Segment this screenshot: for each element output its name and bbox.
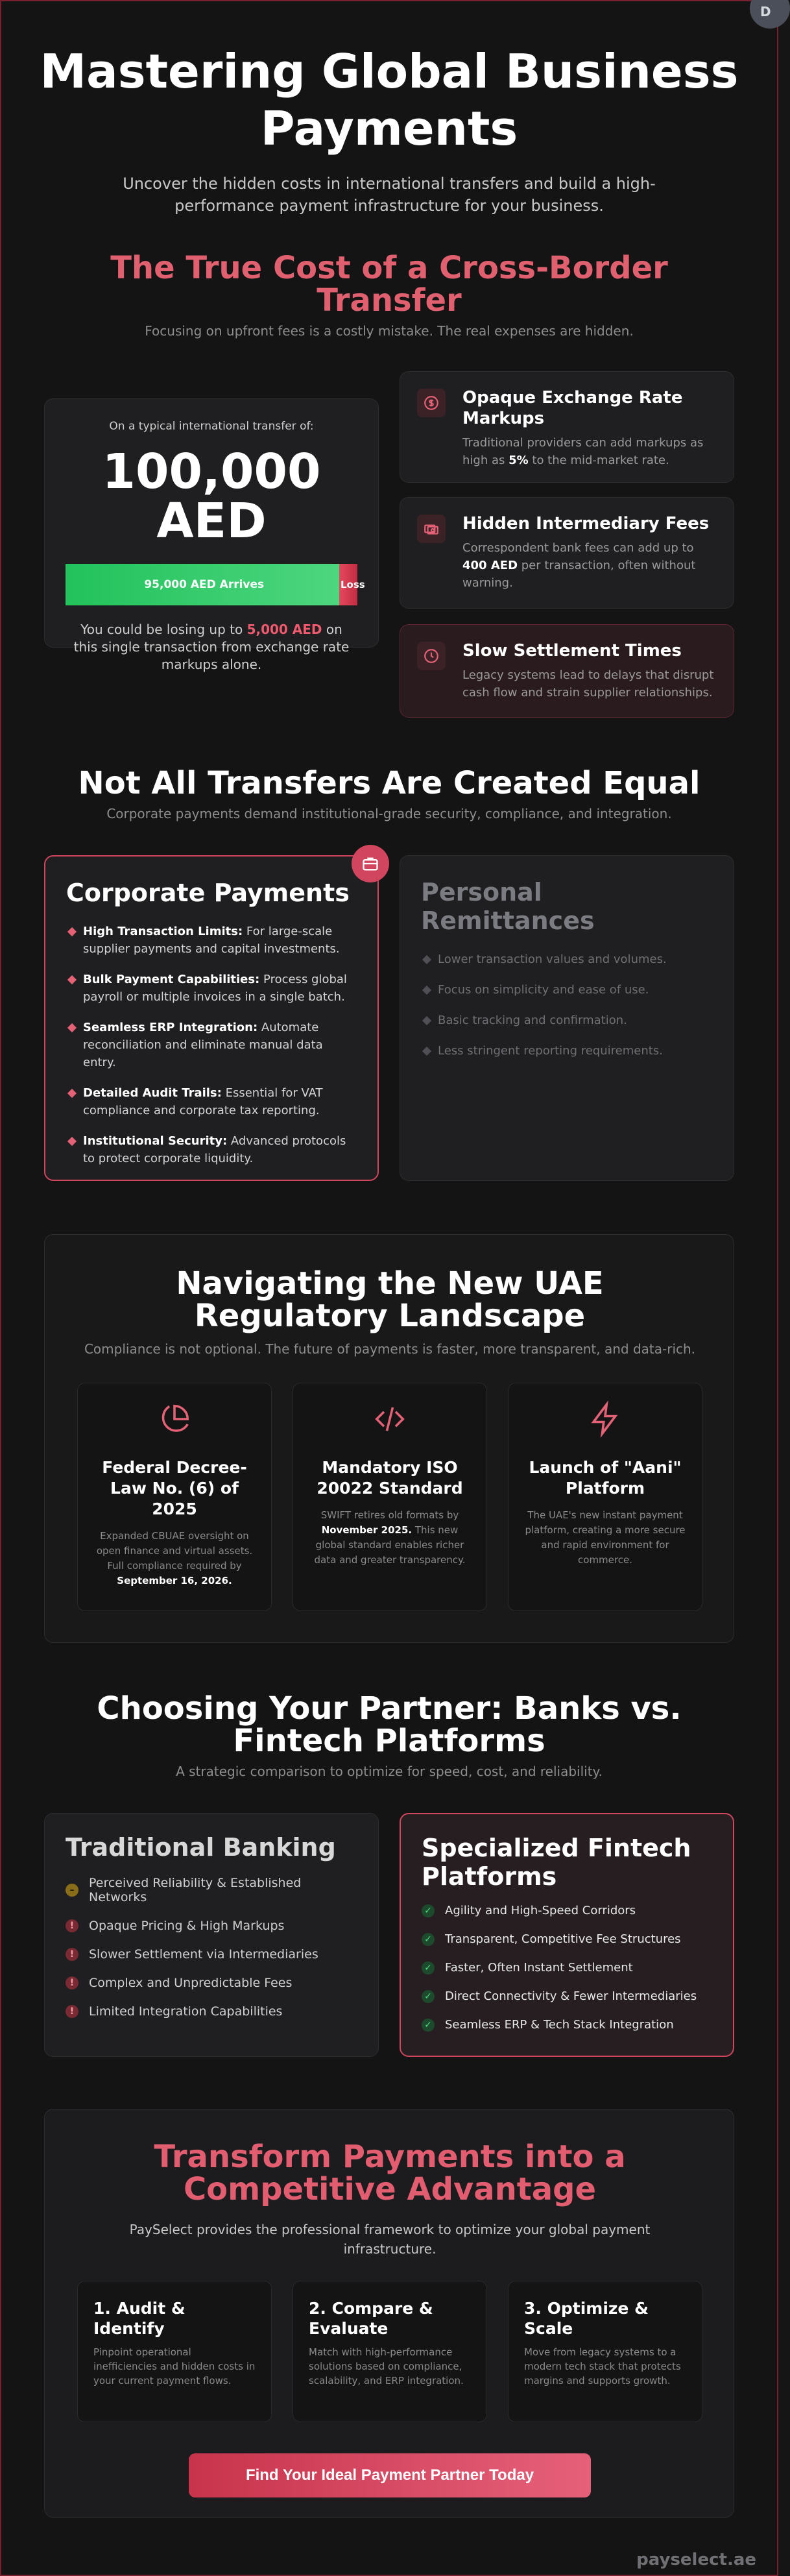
- corporate-payments-card: [44, 855, 379, 1181]
- arrival-bar: [66, 564, 365, 605]
- regulatory-section: [44, 1234, 734, 1643]
- corporate-feature-item: [66, 1132, 357, 1167]
- reg-text-pre: SWIFT retires old formats by: [320, 1509, 459, 1521]
- fintech-list: [422, 1904, 712, 2032]
- loss-amount: 5,000 AED: [246, 622, 322, 637]
- banking-list-item: [66, 1919, 357, 1933]
- fee-title-settlement: Slow Settlement Times: [462, 641, 682, 661]
- list-item-text: Limited Integration Capabilities: [89, 2004, 283, 2019]
- fintech-list-item: [422, 1961, 712, 1975]
- feature-label: Institutional Security:: [83, 1134, 228, 1148]
- regulatory-card-aani: [508, 1383, 702, 1611]
- personal-feature-item: Focus on simplicity and ease of use.: [421, 981, 713, 999]
- loss-bar-segment: Loss: [339, 564, 357, 605]
- step-title: 3. Optimize & Scale: [524, 2299, 649, 2338]
- step-card-compare: [293, 2281, 487, 2422]
- transfer-example-card: [44, 398, 379, 672]
- step-text: Pinpoint operational inefficiencies and hidden costs in your current payment flows.: [93, 2346, 256, 2387]
- regulatory-card-title: Launch of "Aani" Platform: [529, 1458, 682, 1498]
- loss-suffix: on this single transaction from exchange rate markups alone.: [73, 622, 350, 672]
- feature-text: Advanced protocols to protect corporate liquidity.: [83, 1134, 346, 1165]
- pie-chart-icon: [157, 1402, 192, 1437]
- fee-text-settlement: [462, 666, 718, 701]
- list-item-text: Slower Settlement via Intermediaries: [89, 1947, 318, 1962]
- list-item-text: Transparent, Competitive Fee Structures: [445, 1932, 681, 1946]
- fee-card-intermediary: [400, 497, 734, 609]
- transfer-amount: 100,000 AED: [102, 444, 321, 549]
- reg-text-post: This new global standard enables richer data and greater transparency.: [314, 1524, 466, 1566]
- brand-domain: payselect.ae: [636, 2550, 756, 2570]
- list-item-text: Faster, Often Instant Settlement: [445, 1961, 633, 1975]
- regulatory-card-text: [524, 1508, 686, 1568]
- regulatory-card-text: [93, 1529, 256, 1588]
- alert-icon: !: [66, 1919, 78, 1932]
- briefcase-icon: [352, 845, 389, 882]
- fintech-platforms-card: [400, 1813, 734, 2057]
- lightning-icon: [588, 1402, 623, 1437]
- true-cost-header: [39, 252, 739, 339]
- corporate-feature-item: [66, 1019, 357, 1071]
- personal-remittances-card: [400, 855, 734, 1181]
- feature-label: Seamless ERP Integration:: [83, 1021, 258, 1034]
- traditional-banking-card: [44, 1813, 379, 2057]
- banking-title: Traditional Banking: [66, 1833, 336, 1862]
- banking-list-item: [66, 1947, 357, 1962]
- partners-subtitle: A strategic comparison to optimize for speed, cost, and reliability.: [176, 1764, 603, 1779]
- transform-header: [45, 2141, 735, 2259]
- transfers-header: [39, 767, 739, 821]
- step-title: 1. Audit & Identify: [93, 2299, 186, 2338]
- fintech-list-item: [422, 1932, 712, 1947]
- fee-text-post: per transaction, often without warning.: [462, 559, 696, 590]
- arrival-bar-fill: 95,000 AED Arrives: [66, 564, 343, 605]
- check-icon: ✓: [422, 1962, 435, 1975]
- personal-feature-item: Basic tracking and confirmation.: [421, 1012, 713, 1029]
- regulatory-subtitle: Compliance is not optional. The future of payments is faster, more transparent, and data-rich.: [84, 1341, 696, 1357]
- minus-icon: –: [66, 1884, 78, 1897]
- check-icon: ✓: [422, 1904, 435, 1917]
- fee-text-bold: 400 AED: [462, 559, 518, 572]
- corporate-feature-list: [66, 923, 357, 1167]
- fee-card-exchange: [400, 371, 734, 483]
- fee-title-intermediary: Hidden Intermediary Fees: [462, 514, 710, 533]
- partners-header: [39, 1692, 739, 1779]
- loss-text: [69, 621, 354, 674]
- hero-title: Mastering Global Business Payments: [40, 44, 739, 156]
- fee-text-pre: Traditional providers can add markups as high as: [462, 436, 704, 467]
- regulatory-card-iso: [293, 1383, 487, 1611]
- partners-title: Choosing Your Partner: Banks vs. Fintech Platforms: [97, 1690, 682, 1759]
- find-partner-button[interactable]: Find Your Ideal Payment Partner Today: [189, 2453, 591, 2497]
- regulatory-card-text: [309, 1508, 471, 1568]
- transform-subtitle: PaySelect provides the professional framework to optimize your global payment infrastructure.: [129, 2222, 651, 2257]
- reg-text-bold: November 2025.: [321, 1524, 413, 1536]
- reg-text-pre: Expanded CBUAE oversight on open finance and virtual assets. Full compliance required by: [96, 1530, 253, 1572]
- regulatory-card-title: Mandatory ISO 20022 Standard: [317, 1458, 463, 1498]
- corporate-feature-item: [66, 1084, 357, 1119]
- regulatory-card-title: Federal Decree-Law No. (6) of 2025: [102, 1458, 247, 1518]
- banking-list-item: [66, 2004, 357, 2019]
- transform-section: [44, 2109, 734, 2518]
- fintech-list-item: [422, 1904, 712, 1918]
- step-card-audit: [77, 2281, 272, 2422]
- clock-icon: [417, 642, 446, 670]
- regulatory-title: Navigating the New UAE Regulatory Landscape: [176, 1265, 604, 1334]
- regulatory-card-decree: [77, 1383, 272, 1611]
- true-cost-title: The True Cost of a Cross-Border Transfer: [110, 250, 668, 319]
- personal-title: Personal Remittances: [421, 878, 595, 935]
- list-item-text: Complex and Unpredictable Fees: [89, 1976, 293, 1990]
- fee-title-exchange: Opaque Exchange Rate Markups: [462, 388, 683, 428]
- check-icon: ✓: [422, 1990, 435, 2003]
- step-text: Move from legacy systems to a modern tech stack that protects margins and supports growth.: [524, 2346, 681, 2387]
- feature-label: Detailed Audit Trails:: [83, 1086, 222, 1100]
- personal-feature-item: Lower transaction values and volumes.: [421, 951, 713, 968]
- check-icon: ✓: [422, 1933, 435, 1946]
- feature-text: Process global payroll or multiple invoices in a single batch.: [83, 973, 347, 1004]
- fee-text-bold: 5%: [509, 454, 529, 467]
- transfers-subtitle: Corporate payments demand institutional-grade security, compliance, and integration.: [106, 806, 672, 821]
- personal-feature-list: [421, 951, 713, 1060]
- corner-avatar[interactable]: D: [750, 0, 790, 29]
- feature-text: Essential for VAT compliance and corporate tax reporting.: [83, 1086, 323, 1117]
- transfer-lead: On a typical international transfer of:: [109, 420, 314, 433]
- feature-text: For large-scale supplier payments and capital investments.: [83, 925, 340, 956]
- fee-card-settlement: [400, 624, 734, 718]
- banking-list-item: [66, 1876, 357, 1904]
- transfers-title: Not All Transfers Are Created Equal: [78, 765, 700, 801]
- banking-list-item: [66, 1976, 357, 1990]
- step-title: 2. Compare & Evaluate: [309, 2299, 433, 2338]
- currency-icon: [417, 389, 446, 417]
- reg-text-bold: September 16, 2026.: [117, 1575, 232, 1586]
- corporate-feature-item: [66, 923, 357, 958]
- corporate-feature-item: [66, 971, 357, 1006]
- list-item-text: Perceived Reliability & Established Networks: [89, 1876, 302, 1904]
- alert-icon: !: [66, 1976, 78, 1989]
- step-text: Match with high-performance solutions based on compliance, scalability, and ERP integration.: [309, 2346, 464, 2387]
- feature-text: Automate reconciliation and eliminate manual data entry.: [83, 1021, 323, 1069]
- fee-text-post: to the mid-market rate.: [528, 454, 669, 467]
- fintech-list-item: [422, 2018, 712, 2032]
- alert-icon: !: [66, 2005, 78, 2018]
- true-cost-subtitle: Focusing on upfront fees is a costly mistake. The real expenses are hidden.: [145, 323, 634, 339]
- banking-list: [66, 1876, 357, 2019]
- fee-text-pre: Correspondent bank fees can add up to: [462, 541, 694, 555]
- feature-label: High Transaction Limits:: [83, 925, 243, 938]
- loss-prefix: You could be losing up to: [80, 622, 247, 637]
- fee-text-exchange: [462, 434, 718, 469]
- hero: [39, 43, 739, 217]
- feature-label: Bulk Payment Capabilities:: [83, 973, 260, 986]
- list-item-text: Direct Connectivity & Fewer Intermediaries: [445, 1989, 697, 2003]
- banknote-icon: [417, 515, 446, 543]
- check-icon: ✓: [422, 2019, 435, 2032]
- fee-text-pre: Legacy systems lead to delays that disrupt cash flow and strain supplier relationships.: [462, 668, 714, 699]
- fee-text-intermediary: [462, 539, 718, 592]
- fintech-title: Specialized Fintech Platforms: [422, 1834, 691, 1891]
- regulatory-header: [45, 1267, 735, 1357]
- hero-subtitle: Uncover the hidden costs in international transfers and build a high-performance payment infrastructure for your business.: [123, 175, 656, 215]
- list-item-text: Seamless ERP & Tech Stack Integration: [445, 2018, 674, 2032]
- personal-feature-item: Less stringent reporting requirements.: [421, 1042, 713, 1060]
- code-icon: [372, 1402, 407, 1437]
- transform-title: Transform Payments into a Competitive Advantage: [154, 2139, 626, 2207]
- step-card-optimize: [508, 2281, 702, 2422]
- list-item-text: Opaque Pricing & High Markups: [89, 1919, 285, 1933]
- alert-icon: !: [66, 1948, 78, 1961]
- reg-text-pre: The UAE's new instant payment platform, creating a more secure and rapid environment for commerce.: [525, 1509, 686, 1566]
- fintech-list-item: [422, 1989, 712, 2004]
- list-item-text: Agility and High-Speed Corridors: [445, 1904, 636, 1917]
- corporate-title: Corporate Payments: [66, 879, 350, 907]
